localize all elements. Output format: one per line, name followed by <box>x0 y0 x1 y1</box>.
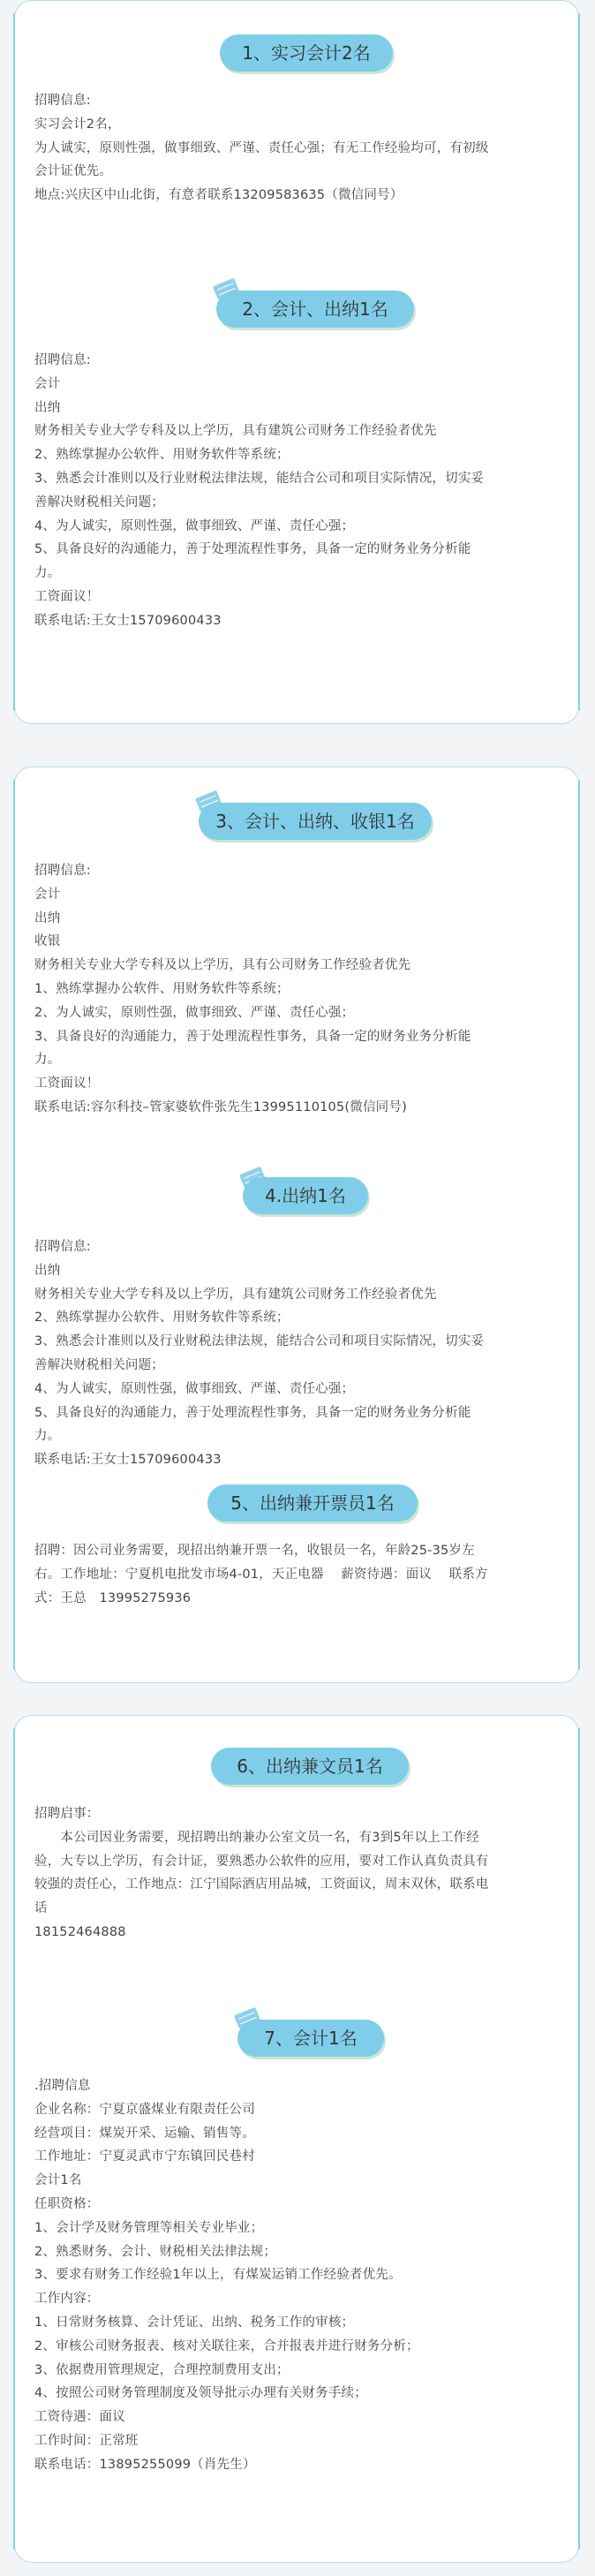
text-line: 财务相关专业大学专科及以上学历，具有公司财务工作经验者优先 <box>34 958 411 973</box>
text-line: 1、熟练掌握办公软件、用财务软件等系统； <box>34 981 290 996</box>
text-line: 2、为人诚实，原则性强，做事细致、严谨、责任心强； <box>34 1005 355 1020</box>
text-line: 18152464888 <box>34 1924 126 1939</box>
text-line: 力。 <box>34 1429 61 1444</box>
text-line: 3、依据费用管理规定，合理控制费用支出； <box>34 2362 290 2377</box>
job-card-2 <box>14 767 579 1683</box>
section-body-1 <box>34 89 564 208</box>
text-line: 验，大专以上学历，有会计证，要熟悉办公软件的应用，要对工作认真负责具有 <box>34 1854 489 1869</box>
text-line: 出纳 <box>34 910 61 925</box>
text-line: 5、具备良好的沟通能力，善于处理流程性事务，具备一定的财务业务分析能 <box>34 1405 471 1420</box>
section-title-7: 7、会计1名 <box>237 2020 384 2057</box>
section-body-4 <box>34 1235 564 1472</box>
text-line: 式：王总 13995275936 <box>34 1590 192 1605</box>
text-line: 财务相关专业大学专科及以上学历，具有建筑公司财务工作经验者优先 <box>34 424 437 439</box>
text-line: 较强的责任心，工作地点：江宁国际酒店用品城，工资面议，周末双休，联系电 <box>34 1877 489 1892</box>
text-line: 1、日常财务核算、会计凭证、出纳、税务工作的审核； <box>34 2315 355 2330</box>
text-line: 任职资格： <box>34 2196 100 2211</box>
text-line: 工资待遇：面议 <box>34 2410 125 2425</box>
text-line: 招聘信息: <box>34 353 91 367</box>
text-line: 工资面议！ <box>34 1076 100 1092</box>
text-line: 联系电话:容尔科技–管家婆软件张先生13995110105(微信同号) <box>34 1099 407 1114</box>
text-line: 联系电话:王女士15709600433 <box>34 613 222 628</box>
text-line: 联系电话：13895255099（肖先生） <box>34 2457 256 2472</box>
section-body-6 <box>34 1802 564 1945</box>
text-line: 招聘：因公司业务需要，现招出纳兼开票一名，收银员一名，年龄25-35岁左 <box>34 1544 475 1558</box>
text-line: 右。工作地址：宁夏机电批发市场4-01，天正电器 薪资待遇：面议 联系方 <box>34 1567 488 1582</box>
text-line: 出纳 <box>34 1263 61 1278</box>
section-title-2: 2、会计、出纳1名 <box>216 291 414 328</box>
text-line: 企业名称：宁夏京盛煤业有限责任公司 <box>34 2102 255 2117</box>
text-line: 2、熟练掌握办公软件、用财务软件等系统； <box>34 448 290 463</box>
text-line: 1、会计学及财务管理等相关专业毕业； <box>34 2220 264 2235</box>
section-title-1: 1、实习会计2名 <box>220 34 393 72</box>
job-card-3 <box>14 1715 579 2563</box>
text-line: 收银 <box>34 934 61 949</box>
text-line: 为人诚实，原则性强，做事细致、严谨、责任心强；有无工作经验均可，有初级 <box>34 140 489 155</box>
text-line: 财务相关专业大学专科及以上学历，具有建筑公司财务工作经验者优先 <box>34 1287 437 1302</box>
text-line: 经营项目：煤炭开采、运输、销售等。 <box>34 2126 255 2141</box>
job-card-1 <box>14 0 579 724</box>
text-line: 3、要求有财务工作经验1年以上，有煤炭运销工作经验者优先。 <box>34 2268 402 2283</box>
text-line: 4、为人诚实，原则性强，做事细致、严谨、责任心强； <box>34 1381 355 1396</box>
text-line: 招聘信息: <box>34 864 91 878</box>
section-body-7 <box>34 2074 564 2477</box>
section-title-3: 3、会计、出纳、收银1名 <box>199 803 432 840</box>
text-line: 会计 <box>34 887 61 902</box>
text-line: 工作内容： <box>34 2292 100 2307</box>
section-body-2 <box>34 349 564 633</box>
text-line: 本公司因业务需要，现招聘出纳兼办公室文员一名，有3到5年以上工作经 <box>34 1830 479 1845</box>
text-line: 2、熟练掌握办公软件、用财务软件等系统； <box>34 1311 290 1326</box>
text-line: 出纳 <box>34 400 61 415</box>
section-title-5: 5、出纳兼开票员1名 <box>207 1484 418 1522</box>
text-line: 5、具备良好的沟通能力，善于处理流程性事务，具备一定的财务业务分析能 <box>34 542 471 557</box>
section-body-5 <box>34 1539 564 1610</box>
text-line: 招聘信息: <box>34 94 91 108</box>
text-line: .招聘信息 <box>34 2079 91 2093</box>
text-line: 善解决财税相关问题； <box>34 1357 164 1372</box>
text-line: 地点:兴庆区中山北街，有意者联系13209583635（微信同号） <box>34 188 403 203</box>
text-line: 招聘信息: <box>34 1240 91 1254</box>
text-line: 力。 <box>34 1053 61 1068</box>
text-line: 会计证优先。 <box>34 164 113 179</box>
text-line: 4、按照公司财务管理制度及领导批示办理有关财务手续； <box>34 2386 367 2401</box>
text-line: 招聘启事： <box>34 1807 100 1821</box>
text-line: 话 <box>34 1901 48 1916</box>
text-line: 3、熟悉会计准则以及行业财税法律法规，能结合公司和项目实际情况，切实妥 <box>34 1334 485 1349</box>
section-title-4: 4.出纳1名 <box>243 1177 368 1214</box>
text-line: 联系电话:王女士15709600433 <box>34 1453 222 1468</box>
text-line: 工资面议！ <box>34 589 100 604</box>
text-line: 力。 <box>34 566 61 581</box>
text-line: 实习会计2名， <box>34 117 121 132</box>
text-line: 2、熟悉财务、会计、财税相关法律法规； <box>34 2244 277 2259</box>
text-line: 3、具备良好的沟通能力，善于处理流程性事务，具备一定的财务业务分析能 <box>34 1029 471 1044</box>
text-line: 会计 <box>34 376 61 391</box>
text-line: 会计1名 <box>34 2173 82 2188</box>
section-body-3 <box>34 859 564 1120</box>
text-line: 善解决财税相关问题； <box>34 495 164 510</box>
text-line: 工作时间：正常班 <box>34 2433 139 2448</box>
text-line: 3、熟悉会计准则以及行业财税法律法规，能结合公司和项目实际情况，切实妥 <box>34 471 485 486</box>
text-line: 工作地址：宁夏灵武市宁东镇回民巷村 <box>34 2149 255 2164</box>
text-line: 4、为人诚实，原则性强，做事细致、严谨、责任心强； <box>34 518 355 533</box>
section-title-6: 6、出纳兼文员1名 <box>211 1748 409 1785</box>
text-line: 2、审核公司财务报表、核对关联往来，合并报表并进行财务分析； <box>34 2338 419 2353</box>
